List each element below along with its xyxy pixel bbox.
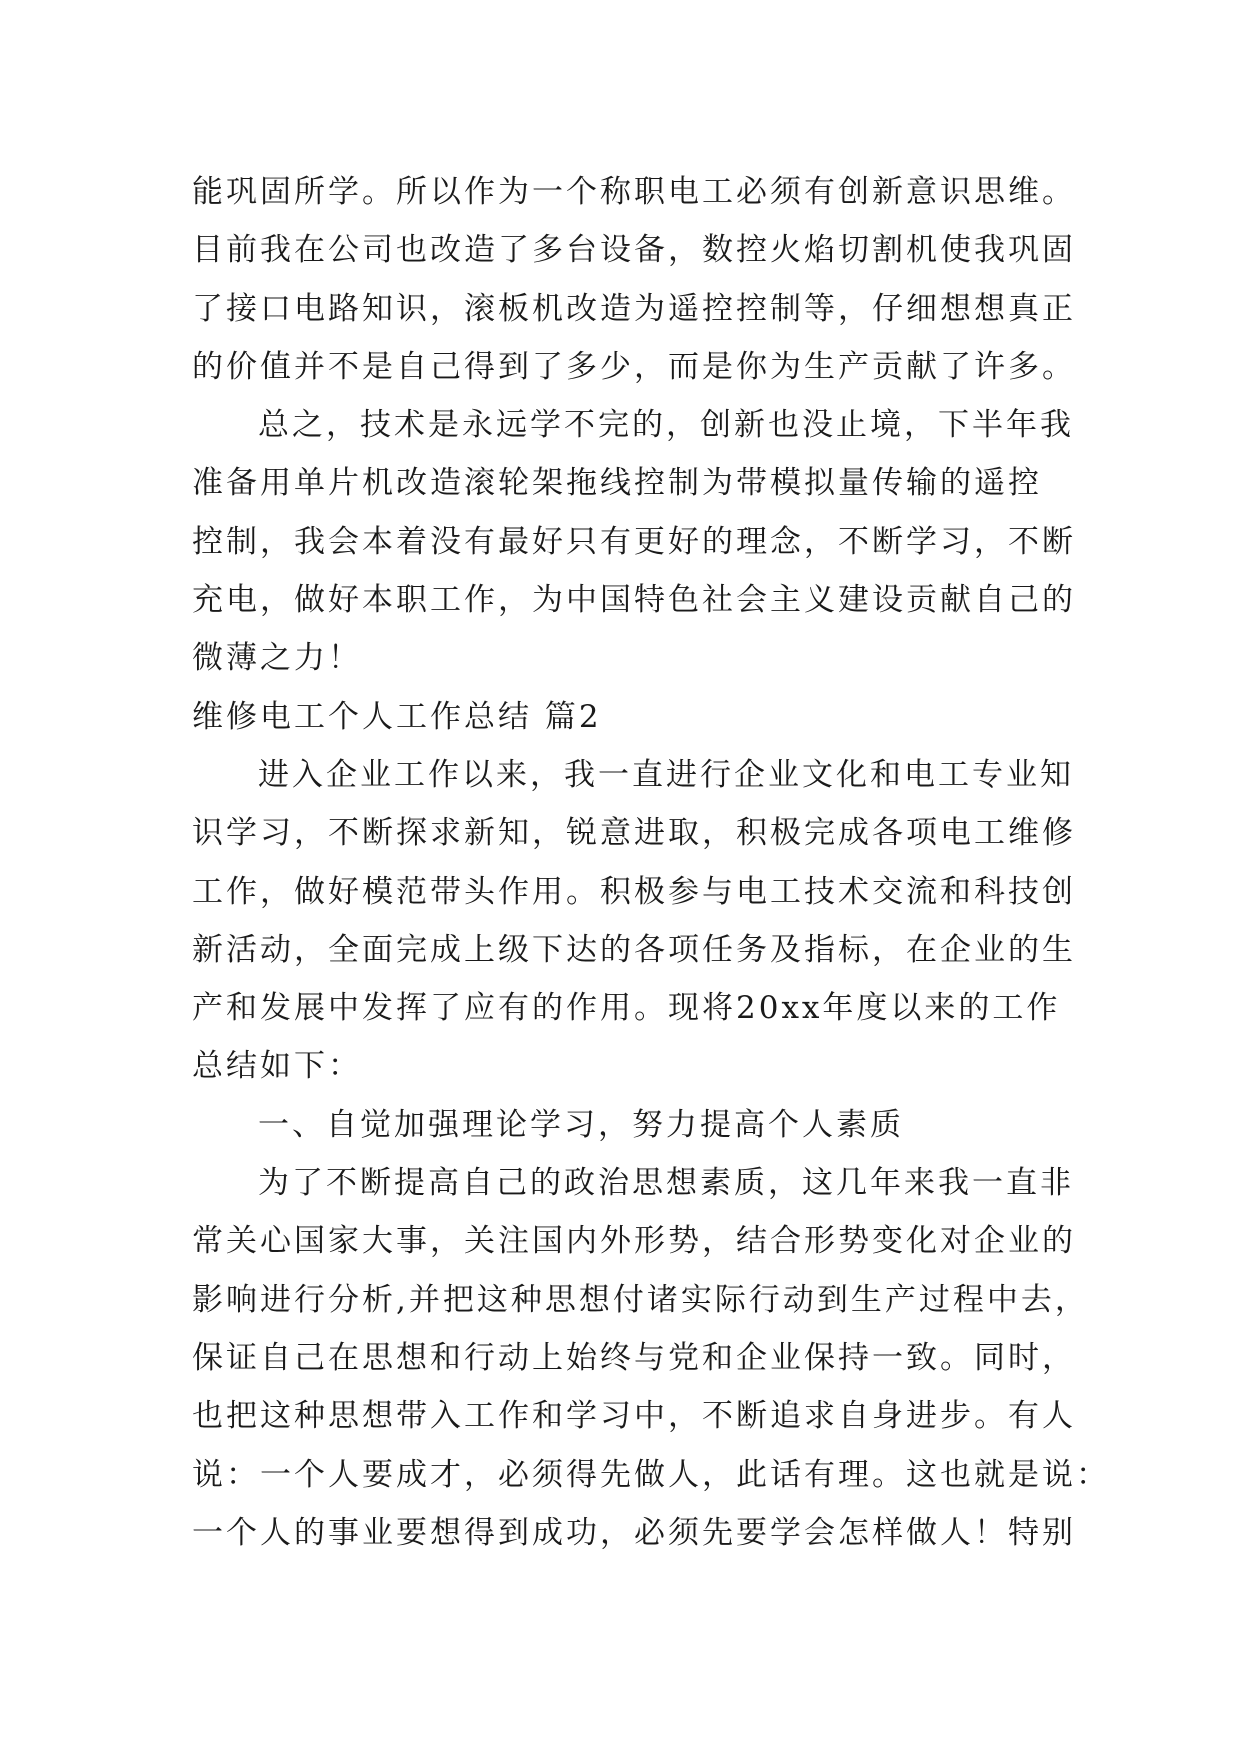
text-line: 充电，做好本职工作，为中国特色社会主义建设贡献自己的 [192, 582, 1076, 619]
text-line: 微薄之力！ [192, 640, 362, 677]
section-heading: 维修电工个人工作总结 篇2 [192, 698, 602, 735]
text-line: 控制，我会本着没有最好只有更好的理念，不断学习，不断 [192, 523, 1076, 560]
text-line: 目前我在公司也改造了多台设备，数控火焰切割机使我巩固 [192, 232, 1076, 269]
subsection-heading: 一、自觉加强理论学习，努力提高个人素质 [258, 1106, 904, 1143]
text-line: 也把这种思想带入工作和学习中，不断追求自身进步。有人 [192, 1398, 1076, 1435]
text-line: 影响进行分析,并把这种思想付诸实际行动到生产过程中去， [192, 1281, 1089, 1318]
text-line: 常关心国家大事，关注国内外形势，结合形势变化对企业的 [192, 1223, 1076, 1260]
text-line: 了接口电路知识，滚板机改造为遥控控制等，仔细想想真正 [192, 290, 1076, 327]
document-body [192, 163, 1110, 1562]
text-line: 一个人的事业要想得到成功，必须先要学会怎样做人！特别 [192, 1514, 1076, 1551]
text-line: 工作，做好模范带头作用。积极参与电工技术交流和科技创 [192, 873, 1076, 910]
text-line: 保证自己在思想和行动上始终与党和企业保持一致。同时， [192, 1339, 1076, 1376]
text-line: 的价值并不是自己得到了多少，而是你为生产贡献了许多。 [192, 348, 1076, 385]
text-line: 总结如下： [192, 1048, 362, 1085]
text-line: 总之，技术是永远学不完的，创新也没止境，下半年我 [258, 407, 1074, 444]
text-line: 准备用单片机改造滚轮架拖线控制为带模拟量传输的遥控 [192, 465, 1042, 502]
text-line: 新活动，全面完成上级下达的各项任务及指标，在企业的生 [192, 931, 1076, 968]
text-line: 进入企业工作以来，我一直进行企业文化和电工专业知 [258, 756, 1074, 793]
text-line: 为了不断提高自己的政治思想素质，这几年来我一直非 [258, 1165, 1074, 1202]
text-line: 说：一个人要成才，必须得先做人，此话有理。这也就是说： [192, 1456, 1110, 1493]
text-line: 产和发展中发挥了应有的作用。现将20xx年度以来的工作 [192, 990, 1061, 1027]
text-line: 能巩固所学。所以作为一个称职电工必须有创新意识思维。 [192, 174, 1076, 210]
text-line: 识学习，不断探求新知，锐意进取，积极完成各项电工维修 [192, 815, 1076, 852]
